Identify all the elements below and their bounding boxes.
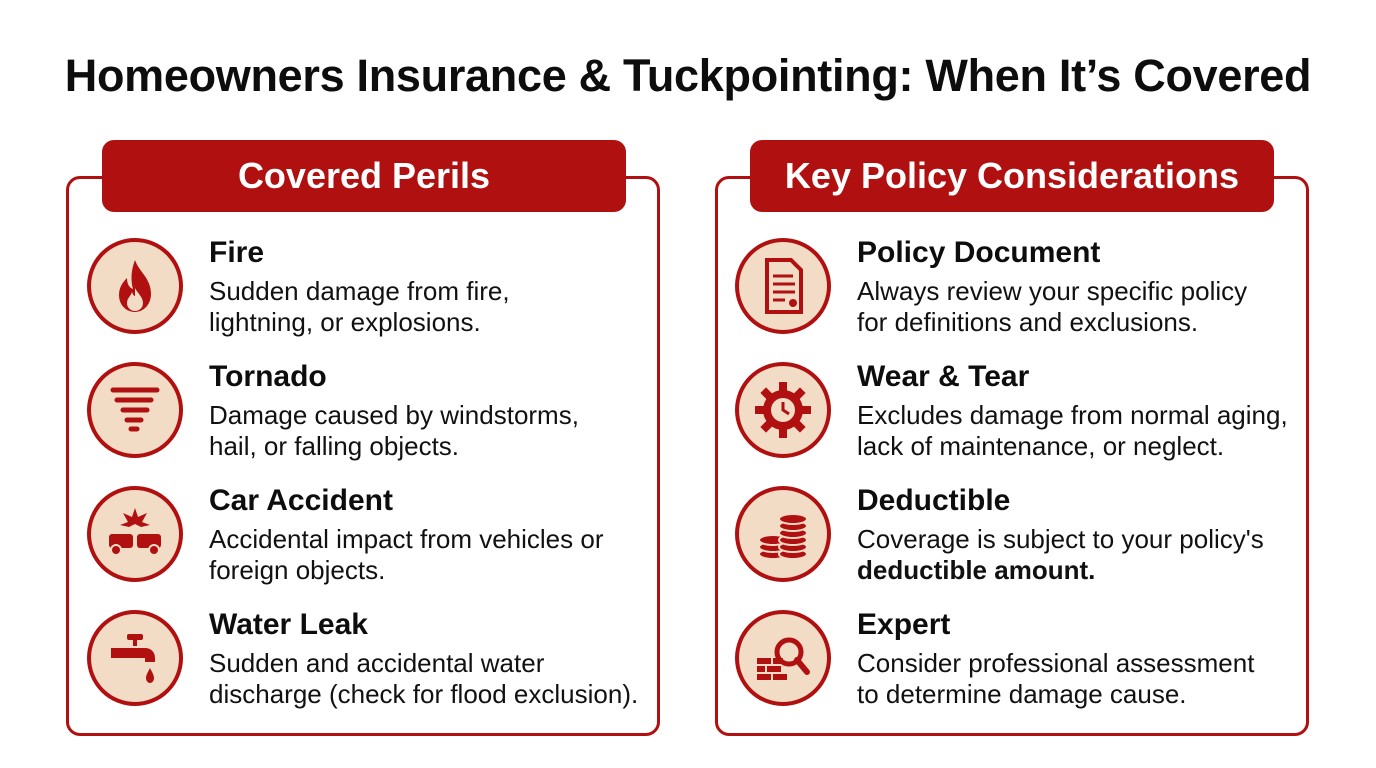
item-description-bold: deductible amount. xyxy=(857,555,1096,585)
item-description: Sudden damage from fire, lightning, or explosions. xyxy=(209,276,510,337)
item-title: Water Leak xyxy=(209,608,368,641)
item-title: Wear & Tear xyxy=(857,360,1030,393)
item-description: Always review your specific policy for definitions and exclusions. xyxy=(857,276,1248,337)
brick-magnifier-icon xyxy=(735,610,831,706)
car-crash-icon xyxy=(87,486,183,582)
item-description: Consider professional assessment to determine damage cause. xyxy=(857,648,1255,709)
item-description: Damage caused by windstorms, hail, or falling objects. xyxy=(209,400,579,461)
gear-clock-icon xyxy=(735,362,831,458)
flame-icon xyxy=(87,238,183,334)
item-description: Accidental impact from vehicles or foreign objects. xyxy=(209,524,604,585)
document-icon xyxy=(735,238,831,334)
item-description: Sudden and accidental water discharge (check for flood exclusion). xyxy=(209,648,639,709)
item-description: Excludes damage from normal aging, lack of maintenance, or neglect. xyxy=(857,400,1288,461)
tornado-icon xyxy=(87,362,183,458)
coins-icon xyxy=(735,486,831,582)
item-title: Tornado xyxy=(209,360,327,393)
item-title: Expert xyxy=(857,608,951,641)
item-title: Car Accident xyxy=(209,484,393,517)
item-title: Deductible xyxy=(857,484,1011,517)
item-title: Fire xyxy=(209,236,265,269)
key-policy-header: Key Policy Considerations xyxy=(750,140,1274,212)
item-description-text: Coverage is subject to your policy's xyxy=(857,524,1264,554)
item-description xyxy=(857,524,1327,586)
item-title: Policy Document xyxy=(857,236,1101,269)
page-title: Homeowners Insurance & Tuckpointing: When It’s Covered xyxy=(64,50,1312,101)
faucet-icon xyxy=(87,610,183,706)
covered-perils-header: Covered Perils xyxy=(102,140,626,212)
